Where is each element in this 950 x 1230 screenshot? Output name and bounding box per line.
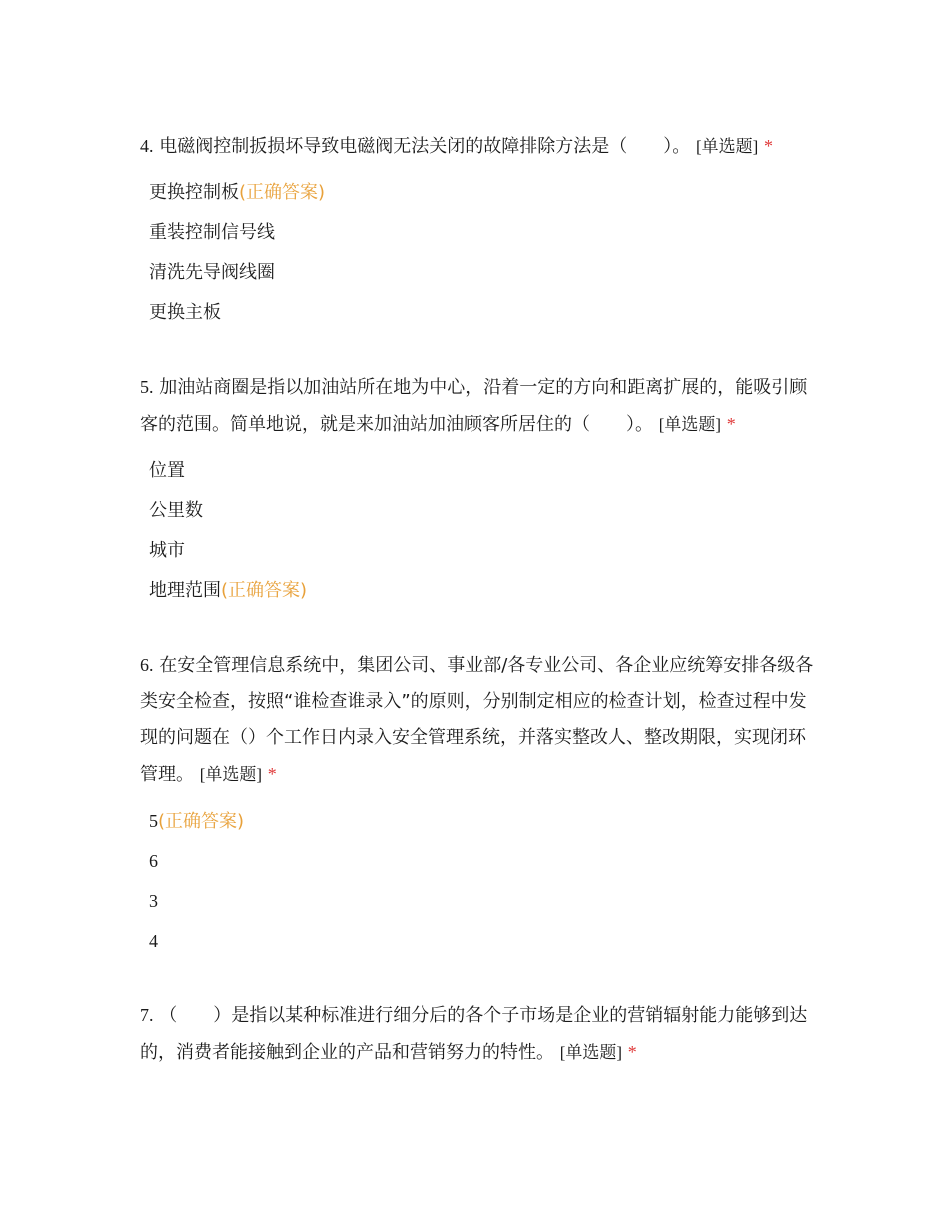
option-label: 重装控制信号线 xyxy=(149,222,275,243)
question-number: 5. xyxy=(140,377,154,397)
question-number: 7. xyxy=(140,1005,154,1025)
question-text xyxy=(140,369,820,443)
question-text xyxy=(140,128,820,165)
required-marker: * xyxy=(764,136,774,156)
correct-answer-tag: (正确答案) xyxy=(239,182,326,203)
question-6 xyxy=(140,647,820,961)
option-item[interactable] xyxy=(149,491,820,531)
question-type-label: [单选题] xyxy=(658,415,722,434)
question-type-label: [单选题] xyxy=(695,137,759,156)
correct-answer-tag: (正确答案) xyxy=(158,811,245,832)
question-text xyxy=(140,997,820,1071)
option-item[interactable] xyxy=(149,531,820,571)
question-4 xyxy=(140,128,820,333)
question-7 xyxy=(140,997,820,1071)
option-item[interactable] xyxy=(149,173,820,213)
survey-page xyxy=(140,128,820,1107)
option-label: 6 xyxy=(149,851,158,871)
question-number: 6. xyxy=(140,655,154,675)
option-label: 公里数 xyxy=(149,500,203,521)
option-list xyxy=(140,173,820,333)
option-item[interactable] xyxy=(149,253,820,293)
question-body: 在安全管理信息系统中，集团公司、事业部/各专业公司、各企业应统筹安排各级各类安全检查，按照“谁检查谁录入”的原则，分别制定相应的检查计划，检查过程中发现的问题在（）个工作日内录入安全管理系统，并落实整改人、整改期限，实现闭环管理。 xyxy=(140,655,814,785)
question-type-label: [单选题] xyxy=(559,1043,623,1062)
option-list xyxy=(140,801,820,961)
option-item[interactable] xyxy=(149,571,820,611)
option-label: 3 xyxy=(149,891,158,911)
option-list xyxy=(140,451,820,611)
required-marker: * xyxy=(726,414,736,434)
question-5 xyxy=(140,369,820,611)
option-label: 地理范围 xyxy=(149,580,221,601)
option-label: 4 xyxy=(149,931,158,951)
option-label: 更换控制板 xyxy=(149,182,239,203)
option-label: 更换主板 xyxy=(149,302,221,323)
option-label: 位置 xyxy=(149,460,185,481)
question-text xyxy=(140,647,820,793)
option-item[interactable] xyxy=(149,841,820,881)
option-item[interactable] xyxy=(149,921,820,961)
option-label: 5 xyxy=(149,811,158,831)
question-number: 4. xyxy=(140,136,154,156)
question-body: （ ）是指以某种标准进行细分后的各个子市场是企业的营销辐射能力能够到达的，消费者能接触到企业的产品和营销努力的特性。 xyxy=(140,1005,808,1063)
option-item[interactable] xyxy=(149,801,820,841)
option-label: 城市 xyxy=(149,540,185,561)
option-label: 清洗先导阀线圈 xyxy=(149,262,275,283)
question-body: 加油站商圈是指以加油站所在地为中心，沿着一定的方向和距离扩展的，能吸引顾客的范围。简单地说，就是来加油站加油顾客所居住的（ ）。 xyxy=(140,377,808,435)
question-body: 电磁阀控制扳损坏导致电磁阀无法关闭的故障排除方法是（ ）。 xyxy=(159,136,691,157)
option-item[interactable] xyxy=(149,293,820,333)
option-item[interactable] xyxy=(149,881,820,921)
required-marker: * xyxy=(627,1042,637,1062)
correct-answer-tag: (正确答案) xyxy=(221,580,308,601)
question-type-label: [单选题] xyxy=(199,765,263,784)
option-item[interactable] xyxy=(149,213,820,253)
option-item[interactable] xyxy=(149,451,820,491)
required-marker: * xyxy=(267,764,277,784)
